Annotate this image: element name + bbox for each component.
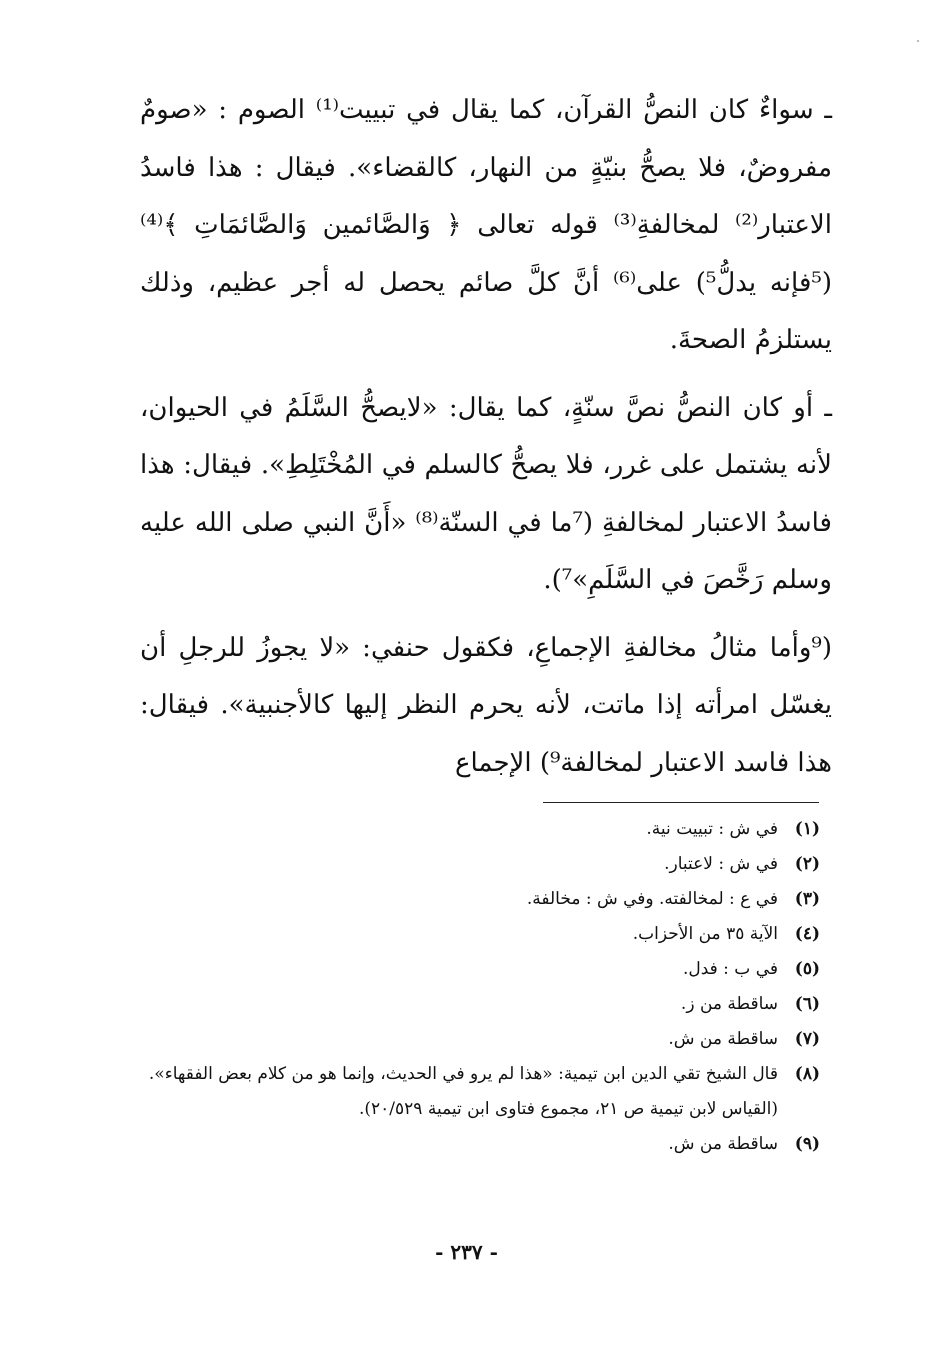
page-number: - ٢٣٧ - <box>435 1240 498 1264</box>
footnote-number: (٤) <box>794 924 820 944</box>
footnote-divider <box>543 802 819 803</box>
footnote <box>140 1022 820 1057</box>
footnote-number: (٢) <box>794 854 820 874</box>
footnote <box>140 882 820 917</box>
footnote-text: في ب : فدل. <box>682 959 778 979</box>
footnote-number: (١) <box>794 819 820 839</box>
footnote-number: (٦) <box>794 994 820 1014</box>
footnote <box>140 1057 820 1127</box>
footnote-text: في ش : لاعتبار. <box>664 854 778 874</box>
footnote <box>140 847 820 882</box>
footnote-text: ساقطة من ش. <box>668 1029 778 1049</box>
footnote-number: (٧) <box>794 1029 820 1049</box>
footnote-number: (٨) <box>794 1064 820 1084</box>
main-text <box>140 82 832 802</box>
footnote-number: (٥) <box>794 959 820 979</box>
footnote-number: (٩) <box>794 1134 820 1154</box>
footnote-number: (٣) <box>794 889 820 909</box>
footnote <box>140 952 820 987</box>
footnote <box>140 987 820 1022</box>
paragraph-sunnah-example: ـ أو كان النصُّ نصَّ سنّةٍ، كما يقال: «لايصحُّ السَّلَمُ في الحيوان، لأنه يشتمل على غرر، فلا يصحُّ كالسلم في المُخْتَلِطِ». فيقال: هذا فاسدُ الاعتبار لمخالفةِ (⁷ما في السنّة⁽⁸⁾ «أَنَّ النبي صلى الله عليه وسلم رَخَّصَ في السَّلَمِ»⁷). <box>140 392 832 595</box>
footnote <box>140 812 820 847</box>
footnote-text: في ع : لمخالفته. وفي ش : مخالفة. <box>526 889 778 909</box>
scan-speck <box>917 40 919 42</box>
footnotes <box>140 812 820 1162</box>
footnote <box>140 917 820 952</box>
footnote-text: قال الشيخ تقي الدين ابن تيمية: «هذا لم يرو في الحديث، وإنما هو من كلام بعض الفقهاء». (القياس لابن تيمية ص ٢١، مجموع فتاوى ابن تيمية ٢٠/٥٢٩). <box>148 1064 778 1119</box>
footnote-text: في ش : تبييت نية. <box>646 819 778 839</box>
paragraph-quran-example: ـ سواءٌ كان النصُّ القرآن، كما يقال في تبييت⁽¹⁾ الصوم : «صومٌ مفروضٌ، فلا يصحُّ بنيّةٍ من النهار، كالقضاء». فيقال : هذا فاسدُ الاعتبار⁽²⁾ لمخالفةِ⁽³⁾ قوله تعالى ﴿ وَالصَّائمين وَالصَّائمَاتِ ﴾⁽⁴⁾ (⁵فإنه يدلُّ⁵) على⁽⁶⁾ أنَّ كلَّ صائم يحصل له أجر عظيم، وذلك يستلزمُ الصحةَ. <box>140 95 832 355</box>
footnote <box>140 1127 820 1162</box>
footnote-text: ساقطة من ز. <box>680 994 778 1014</box>
paragraph-ijma-example: (⁹وأما مثالُ مخالفةِ الإجماعِ، فكقول حنفي: «لا يجوزُ للرجلِ أن يغسّل امرأته إذا ماتت، لأنه يحرم النظر إليها كالأجنبية». فيقال: هذا فاسد الاعتبار لمخالفة⁹) الإجماع <box>140 632 832 778</box>
footnote-text: الآية ٣٥ من الأحزاب. <box>632 924 778 944</box>
footnote-text: ساقطة من ش. <box>668 1134 778 1154</box>
